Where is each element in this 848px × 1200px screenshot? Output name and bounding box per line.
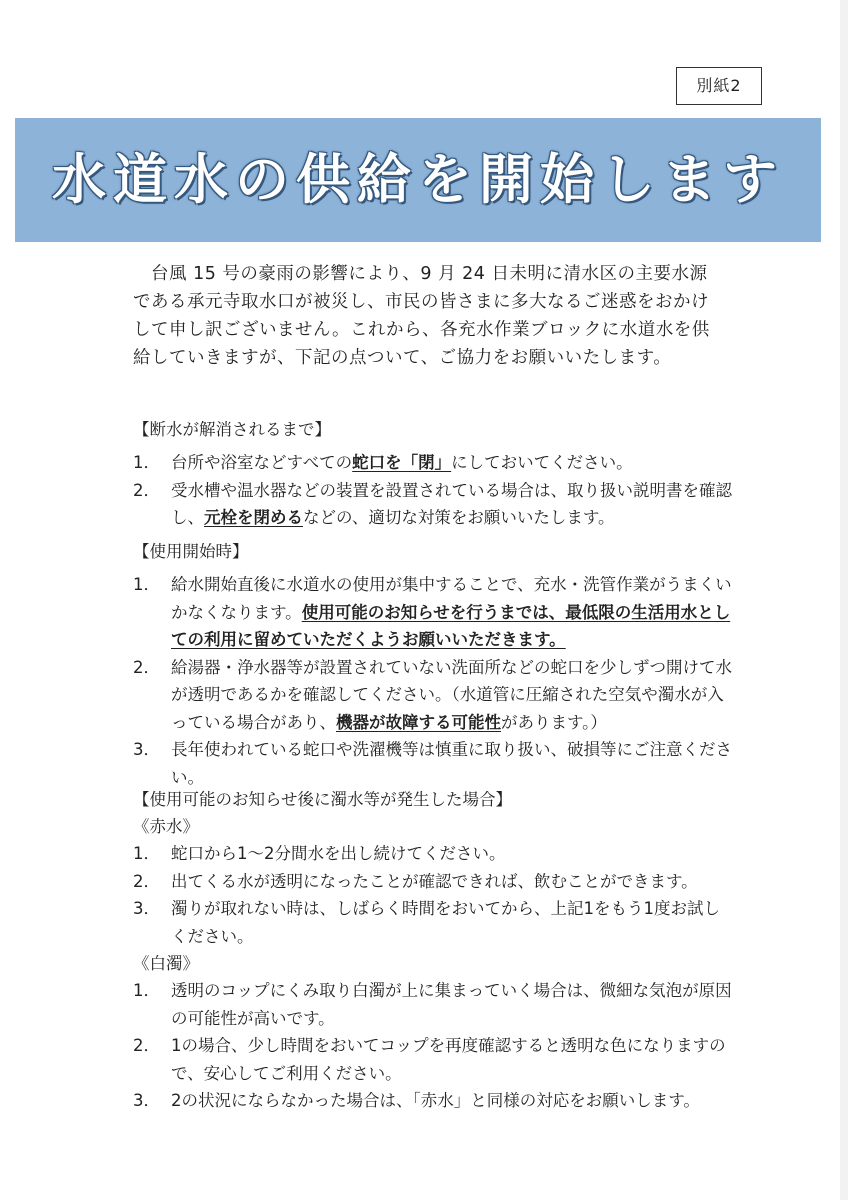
- list-item: [133, 895, 733, 950]
- item-text: 出てくる水が透明になったことが確認できれば、飲むことができます。: [171, 871, 698, 891]
- item-text: 1の場合、少し時間をおいてコップを再度確認すると透明な色になりますので、安心してご利用ください。: [171, 1036, 726, 1083]
- item-text-plain: があります。）: [501, 712, 607, 732]
- item-text-plain: にしておいてください。: [451, 453, 633, 472]
- subheading-white-water: 《白濁》: [133, 954, 199, 973]
- section-heading: 【使用可能のお知らせ後に濁水等が発生した場合】: [133, 790, 513, 809]
- item-number: 1．: [133, 453, 160, 472]
- item-number: 2．: [133, 480, 160, 500]
- item-text: [171, 654, 733, 737]
- item-text-emphasis: 機器が故障する可能性: [336, 712, 501, 732]
- item-text-emphasis: 元栓を閉める: [204, 508, 303, 527]
- item-number: 1．: [133, 575, 160, 594]
- page-edge: [840, 0, 848, 1200]
- item-number: 2．: [133, 657, 160, 677]
- list-item: [133, 840, 733, 868]
- item-text: 透明のコップにくみ取り白濁が上に集まっていく場合は、微細な気泡が原因の可能性が高いです。: [171, 981, 732, 1028]
- item-text-plain: 給湯器・浄水器等が設置されていない洗面所などの蛇口を少しずつ開けて水が透明であるかを確認してください。（水道管に圧縮された空気や濁水が入っている場合があり、: [171, 657, 732, 732]
- list-item: [133, 1032, 733, 1087]
- item-text: [171, 449, 733, 477]
- list-item: [133, 571, 733, 654]
- list-item: [133, 449, 733, 477]
- item-text-emphasis: 蛇口を「閉」: [352, 453, 452, 472]
- item-text: 蛇口から1～2分間水を出し続けてください。: [171, 844, 506, 863]
- page-title: 水道水の供給を開始します: [52, 148, 784, 211]
- list-item: [133, 654, 733, 737]
- attachment-label: 別紙2: [676, 67, 762, 105]
- section-before-restore: [133, 416, 733, 532]
- intro-paragraph: 台風 15 号の豪雨の影響により、9 月 24 日未明に清水区の主要水源である承元寺取水口が被災し、市民の皆さまに多大なるご迷惑をおかけして申し訳ございません。これから、各充水作業ブロックに水道水を供給していきますが、下記の点ついて、ご協力をお願いいたします。: [133, 264, 710, 368]
- subheading-red-water: 《赤水》: [133, 817, 199, 836]
- list-item: [133, 977, 733, 1032]
- item-number: 3．: [133, 899, 160, 918]
- section-heading: 【使用開始時】: [133, 542, 249, 561]
- item-text-plain: などの、適切な対策をお願いいたします。: [303, 508, 615, 527]
- item-text-emphasis: 使用可能のお知らせを行うまでは、最低限の生活用水としての利用に留めていただくようお願いいただきます。: [171, 602, 731, 649]
- section-heading: 【断水が解消されるまで】: [133, 420, 331, 439]
- item-number: 1．: [133, 844, 160, 863]
- item-number: 3．: [133, 1091, 160, 1110]
- item-text: [171, 571, 733, 654]
- section-on-start: [133, 538, 733, 791]
- list-item: [133, 477, 733, 532]
- item-text-plain: 台所や浴室などすべての: [171, 453, 353, 472]
- list-item: [133, 1087, 733, 1115]
- item-text-plain: 給水開始直後に水道水の使用が集中することで、充水・洗管作業がうまくいかなくなります。: [171, 575, 732, 622]
- list-item: [133, 736, 733, 791]
- section-after-notice: [133, 786, 733, 1115]
- item-text: 濁りが取れない時は、しばらく時間をおいてから、上記1をもう1度お試しください。: [171, 899, 720, 946]
- item-number: 3．: [133, 740, 160, 759]
- item-text: 2の状況にならなかった場合は、「赤水」と同様の対応をお願いします。: [171, 1091, 700, 1110]
- title-banner: [15, 118, 821, 242]
- item-number: 2．: [133, 871, 160, 891]
- item-number: 1．: [133, 981, 160, 1000]
- item-text-plain: 長年使われている蛇口や洗濯機等は慎重に取り扱い、破損等にご注意ください。: [171, 740, 732, 787]
- item-text-plain: 受水槽や温水器などの装置を設置されている場合は、取り扱い説明書を確認し、: [171, 480, 732, 527]
- item-text: [171, 477, 733, 532]
- list-item: [133, 868, 733, 896]
- item-text: [171, 736, 733, 791]
- item-number: 2．: [133, 1036, 160, 1055]
